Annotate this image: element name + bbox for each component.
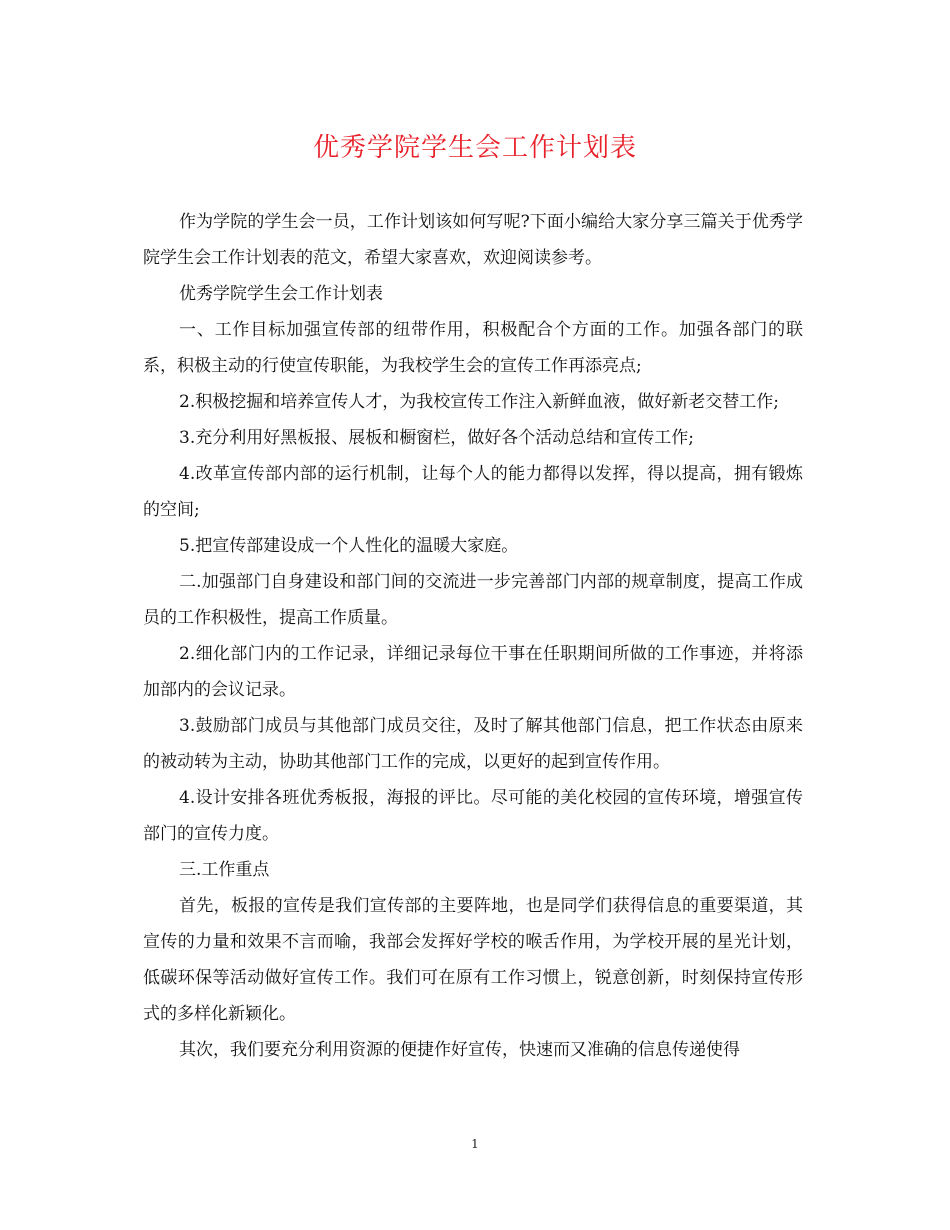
paragraph-subtitle: 优秀学院学生会工作计划表 (179, 284, 383, 304)
paragraph-second: 其次，我们要充分利用资源的便捷作好宣传，快速而又准确的信息传递使得 (179, 1040, 740, 1060)
paragraph-section-1: 一、工作目标加强宣传部的纽带作用，积极配合个方面的工作。加强各部门的联系，积极主动的行使宣传职能，为我校学生会的宣传工作再添亮点; (143, 320, 803, 376)
paragraph-section-2: 二.加强部门自身建设和部门间的交流进一步完善部门内部的规章制度，提高工作成员的工作积极性，提高工作质量。 (143, 572, 803, 628)
paragraph-item: 4.设计安排各班优秀板报，海报的评比。尽可能的美化校园的宣传环境，增强宣传部门的宣传力度。 (143, 788, 803, 844)
paragraph-first: 首先，板报的宣传是我们宣传部的主要阵地，也是同学们获得信息的重要渠道，其宣传的力量和效果不言而喻，我部会发挥好学校的喉舌作用，为学校开展的星光计划，低碳环保等活动做好宣传工作。我们可在原有工作习惯上，锐意创新，时刻保持宣传形式的多样化新颖化。 (143, 896, 803, 1024)
paragraph-section-3: 三.工作重点 (179, 860, 270, 880)
document-title: 优秀学院学生会工作计划表 (312, 133, 637, 163)
paragraph-item: 3.充分利用好黑板报、展板和橱窗栏，做好各个活动总结和宣传工作; (179, 428, 694, 448)
paragraph-item: 2.积极挖掘和培养宣传人才，为我校宣传工作注入新鲜血液，做好新老交替工作; (179, 392, 779, 412)
document-body (143, 204, 803, 1068)
paragraph-item: 3.鼓励部门成员与其他部门成员交往，及时了解其他部门信息，把工作状态由原来的被动转为主动，协助其他部门工作的完成，以更好的起到宣传作用。 (143, 716, 803, 772)
paragraph-intro: 作为学院的学生会一员，工作计划该如何写呢?下面小编给大家分享三篇关于优秀学院学生会工作计划表的范文，希望大家喜欢，欢迎阅读参考。 (143, 212, 803, 268)
paragraph-item: 4.改革宣传部内部的运行机制，让每个人的能力都得以发挥，得以提高，拥有锻炼的空间; (143, 464, 803, 520)
page-number: 1 (471, 1137, 479, 1151)
paragraph-item: 2.细化部门内的工作记录，详细记录每位干事在任职期间所做的工作事迹，并将添加部内的会议记录。 (143, 644, 803, 700)
paragraph-item: 5.把宣传部建设成一个人性化的温暖大家庭。 (179, 536, 519, 556)
